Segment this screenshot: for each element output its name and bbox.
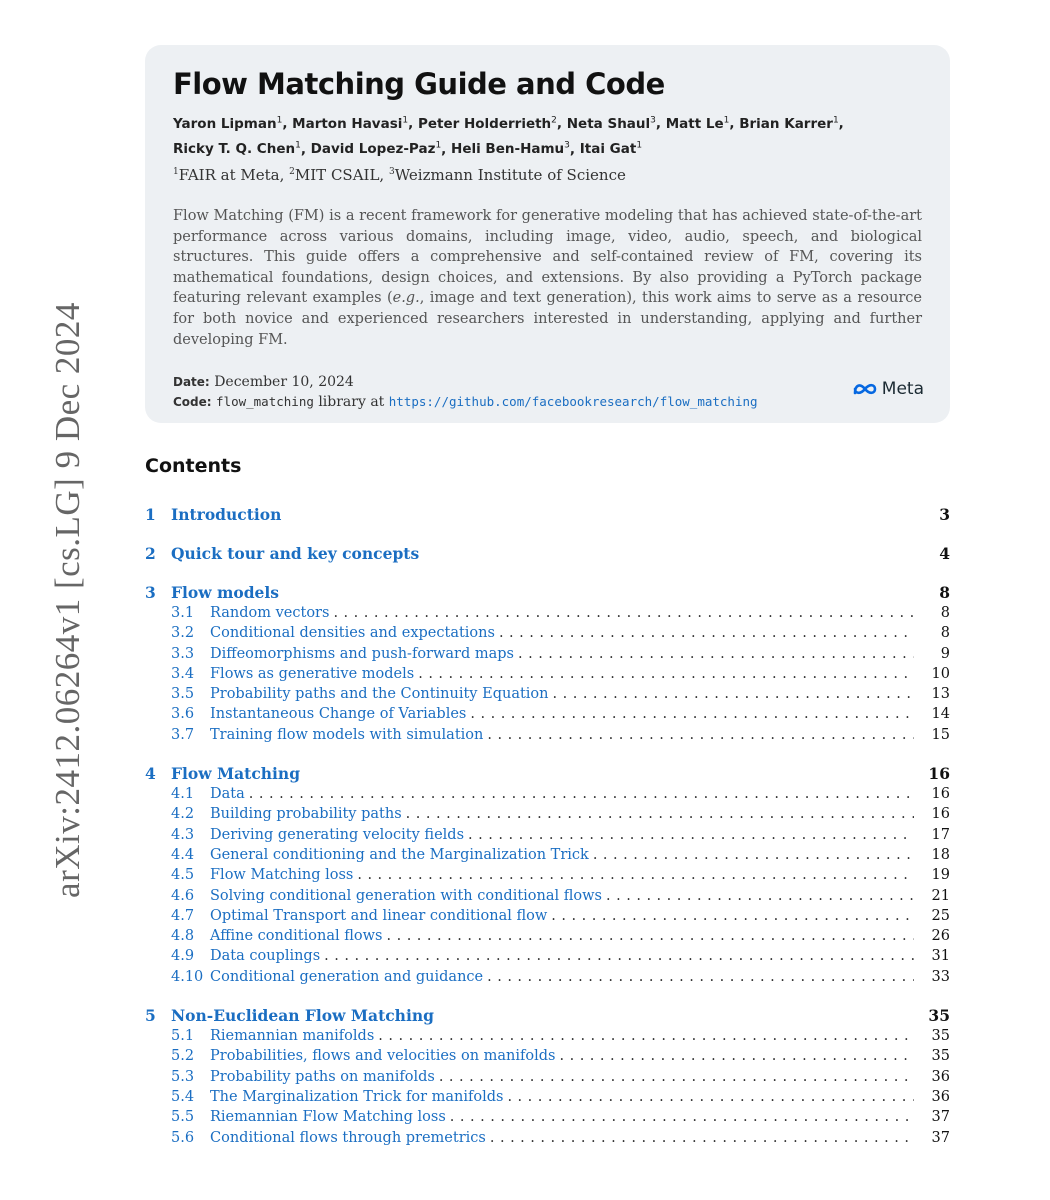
- author-affil-sup: 2: [551, 115, 557, 125]
- toc-subsection-row[interactable]: [145, 625, 950, 645]
- toc-leader-dots: [450, 1109, 914, 1125]
- toc-subsection-page: 31: [931, 948, 950, 965]
- toc-subsection-row[interactable]: [145, 888, 950, 908]
- code-mid: library at: [313, 394, 389, 411]
- toc-subsection-page: 8: [940, 605, 950, 621]
- author: [451, 141, 570, 157]
- toc-subsection-row[interactable]: [145, 847, 950, 867]
- author: [567, 116, 656, 132]
- code-label: Code:: [173, 395, 212, 410]
- toc-subsection-page: 35: [931, 1028, 950, 1045]
- toc-leader-dots: [553, 686, 915, 702]
- toc-subsection-number: 3.6: [171, 706, 195, 723]
- author-name: Neta Shaul: [566, 115, 651, 132]
- toc-subsection-row[interactable]: [145, 686, 950, 706]
- affil-name: FAIR at Meta: [178, 166, 280, 184]
- toc-section: [145, 764, 950, 989]
- toc-subsection-page: 17: [931, 826, 950, 843]
- toc-section-title[interactable]: Flow models: [171, 583, 280, 602]
- toc-subsection-number: 5.4: [171, 1088, 195, 1105]
- toc-leader-dots: [559, 1048, 914, 1064]
- toc-subsection-row[interactable]: [145, 666, 950, 686]
- toc-subsection-page: 10: [931, 665, 950, 682]
- author: [580, 141, 642, 157]
- author-affil-sup: 1: [435, 140, 442, 151]
- toc-subsection-title[interactable]: Conditional generation and guidance: [210, 968, 484, 985]
- toc-leader-dots: [468, 827, 914, 843]
- toc-section-page: 16: [928, 764, 950, 784]
- author: [311, 141, 442, 157]
- toc-subsection-row[interactable]: [145, 1069, 950, 1089]
- toc-subsection-title[interactable]: Training flow models with simulation: [210, 726, 484, 743]
- contents-heading: Contents: [145, 455, 242, 477]
- toc-subsection-row[interactable]: [145, 908, 950, 928]
- toc-subsection-title[interactable]: Flow Matching loss: [210, 867, 354, 884]
- toc-section-page: 8: [939, 583, 950, 602]
- affil-sup: 3: [388, 167, 395, 177]
- toc-subsection-title[interactable]: Affine conditional flows: [210, 928, 383, 945]
- toc-section-row[interactable]: [145, 1006, 950, 1028]
- author-name: Ricky T. Q. Chen: [173, 141, 296, 157]
- toc-leader-dots: [357, 867, 914, 883]
- toc-subsection-row[interactable]: [145, 928, 950, 948]
- toc-subsection-number: 4.8: [171, 928, 195, 945]
- toc-section-row[interactable]: [145, 764, 950, 786]
- toc-subsection-row[interactable]: [145, 806, 950, 826]
- toc-subsection-title[interactable]: Flows as generative models: [210, 665, 415, 682]
- toc-subsection-number: 3.3: [171, 645, 195, 662]
- toc-section-title[interactable]: Quick tour and key concepts: [171, 544, 420, 563]
- toc-subsection-title[interactable]: Data: [210, 786, 245, 803]
- toc-subsection-title[interactable]: Random vectors: [210, 605, 330, 621]
- toc-subsection-number: 5.6: [171, 1129, 195, 1146]
- author-name: Heli Ben-Hamu: [451, 141, 565, 157]
- toc-section-number: 5: [145, 1006, 156, 1026]
- abstract-eg: e.g.: [392, 290, 420, 307]
- toc-section: [145, 505, 950, 527]
- toc-subsection-number: 4.6: [171, 887, 195, 904]
- author-affil-sup: 1: [636, 140, 643, 151]
- toc-subsection-number: 4.2: [171, 806, 195, 823]
- toc-subsection-title[interactable]: Data couplings: [210, 948, 321, 965]
- toc-leader-dots: [386, 928, 914, 944]
- toc-leader-dots: [593, 847, 914, 863]
- toc-subsection-page: 35: [931, 1048, 950, 1065]
- toc-leader-dots: [439, 1069, 914, 1085]
- author-affil-sup: 1: [295, 140, 301, 151]
- toc-subsection-number: 5.2: [171, 1048, 195, 1065]
- abstract-text-2: , image and text generation), this work aims to serve as a resource for both novice and experienced researchers interested in understanding, applying and further developing FM.: [173, 290, 922, 348]
- date-value: December 10, 2024: [214, 374, 354, 391]
- toc-subsection-row[interactable]: [145, 1028, 950, 1048]
- toc-section-number: 1: [145, 505, 156, 524]
- toc-subsection-page: 16: [931, 786, 950, 803]
- toc-section-number: 2: [145, 544, 156, 563]
- meta-infinity-icon: [852, 381, 878, 397]
- toc-leader-dots: [507, 1089, 914, 1105]
- affil-sup: 1: [173, 167, 179, 177]
- toc-leader-dots: [499, 625, 914, 641]
- toc-subsection-row[interactable]: [145, 727, 950, 747]
- toc-subsection-row[interactable]: [145, 1130, 950, 1150]
- author-name: Marton Havasi: [292, 115, 403, 132]
- toc-leader-dots: [333, 605, 914, 621]
- toc-subsection-title[interactable]: Conditional densities and expectations: [210, 625, 495, 642]
- arxiv-watermark: [18, 300, 118, 900]
- toc-leader-dots: [487, 969, 914, 985]
- toc-subsection-row[interactable]: [145, 827, 950, 847]
- toc-subsection-row[interactable]: [145, 706, 950, 726]
- toc-subsection-page: 25: [931, 907, 950, 924]
- author-name: Brian Karrer: [739, 115, 833, 132]
- date-label: Date:: [173, 375, 210, 390]
- toc-section-page: 35: [928, 1006, 950, 1026]
- toc-section: [145, 583, 950, 747]
- toc-subsection-title[interactable]: Probability paths on manifolds: [210, 1068, 435, 1085]
- toc-subsection-page: 36: [931, 1088, 950, 1105]
- author-affil-sup: 3: [564, 140, 570, 151]
- toc-subsection-number: 4.4: [171, 846, 195, 863]
- toc-subsection-title[interactable]: Deriving generating velocity fields: [210, 826, 465, 843]
- affiliations: $^1$FAIR at Meta, $^2$MIT CSAIL, $^3$Weizmann Institute of Science: [173, 166, 626, 184]
- toc-subsection-page: 36: [931, 1068, 950, 1085]
- author-name: David Lopez-Paz: [310, 141, 436, 157]
- toc-leader-dots: [551, 908, 914, 924]
- author-affil-sup: 1: [832, 115, 839, 125]
- paper-title: Flow Matching Guide and Code: [173, 67, 665, 101]
- meta-logo: [852, 379, 924, 399]
- toc-subsection-number: 4.1: [171, 786, 195, 803]
- toc-subsection-page: 13: [931, 686, 950, 703]
- toc-subsection-page: 15: [931, 726, 950, 743]
- toc-subsection-page: 9: [940, 645, 950, 662]
- toc-subsection-page: 33: [931, 968, 950, 985]
- toc-subsection-number: 3.7: [171, 726, 195, 743]
- toc-subsection-page: 37: [931, 1129, 950, 1146]
- toc-subsection-title[interactable]: Riemannian manifolds: [210, 1028, 375, 1045]
- toc-section-number: 4: [145, 764, 156, 784]
- toc-subsection-title[interactable]: General conditioning and the Marginalization Trick: [210, 846, 589, 863]
- toc-subsection-row[interactable]: [145, 786, 950, 806]
- author-name: Itai Gat: [579, 141, 637, 157]
- code-lib: flow_matching: [216, 394, 314, 410]
- toc-subsection-title[interactable]: Conditional flows through premetrics: [210, 1129, 486, 1146]
- toc-subsection-row[interactable]: [145, 605, 950, 625]
- affil-name: MIT CSAIL: [294, 166, 380, 184]
- toc-subsection-number: 3.5: [171, 686, 195, 703]
- toc-subsection-page: 19: [931, 867, 950, 884]
- toc-section-row[interactable]: [145, 583, 950, 605]
- toc-leader-dots: [470, 706, 914, 722]
- toc-subsection-title[interactable]: Building probability paths: [210, 806, 402, 823]
- toc-section-title[interactable]: Introduction: [171, 505, 282, 524]
- toc-section-row[interactable]: [145, 544, 950, 566]
- author-name: Matt Le: [665, 115, 724, 132]
- toc-section-row[interactable]: [145, 505, 950, 527]
- toc-leader-dots: [378, 1028, 914, 1044]
- toc-leader-dots: [518, 646, 914, 662]
- toc-subsection-number: 4.10: [171, 968, 204, 985]
- toc-subsection-page: 18: [931, 846, 950, 863]
- author: [292, 116, 408, 132]
- toc-leader-dots: [324, 948, 914, 964]
- toc-subsection-title[interactable]: Riemannian Flow Matching loss: [210, 1109, 446, 1126]
- meta-block: [173, 374, 922, 410]
- toc-subsection-page: 21: [931, 887, 950, 904]
- toc-subsection-page: 8: [940, 625, 950, 642]
- toc-section-number: 3: [145, 583, 156, 602]
- toc-subsection-row[interactable]: [145, 1109, 950, 1129]
- toc-subsection-title[interactable]: Optimal Transport and linear conditional flow: [210, 907, 548, 924]
- toc-leader-dots: [249, 786, 914, 802]
- author-list: Yaron Lipman$^1$, Marton Havasi$^1$, Peter Holderrieth$^2$, Neta Shaul$^3$, Matt Le$^1$, Brian Karrer$^1$, Ricky T. Q. Chen$^1$, David Lopez-Paz$^1$, Heli Ben-Hamu$^3$, Itai Gat$^1$: [173, 115, 844, 157]
- toc-subsection-row[interactable]: [145, 1089, 950, 1109]
- arxiv-id-text: arXiv:2412.06264v1 [cs.LG] 9 Dec 2024: [48, 302, 88, 898]
- author: [666, 116, 730, 132]
- author-affil-sup: 3: [650, 115, 656, 125]
- toc-subsection-number: 3.1: [171, 605, 195, 621]
- table-of-contents: [145, 505, 950, 1167]
- toc-subsection-row[interactable]: [145, 948, 950, 968]
- meta-logo-text: Meta: [881, 379, 924, 399]
- author-name: Peter Holderrieth: [417, 115, 552, 132]
- toc-subsection-number: 4.7: [171, 907, 195, 924]
- toc-section-title[interactable]: Flow Matching: [171, 764, 301, 784]
- author-affil-sup: 1: [723, 115, 730, 125]
- toc-subsection-number: 4.5: [171, 867, 195, 884]
- toc-section-page: 4: [939, 544, 950, 563]
- toc-subsection-page: 37: [931, 1109, 950, 1126]
- author-affil-sup: 1: [402, 115, 409, 125]
- toc-subsection-title[interactable]: Probabilities, flows and velocities on manifolds: [210, 1048, 556, 1065]
- toc-leader-dots: [490, 1130, 914, 1146]
- toc-subsection-number: 3.4: [171, 665, 195, 682]
- toc-leader-dots: [406, 806, 914, 822]
- toc-section-page: 3: [939, 505, 950, 524]
- date-line: [173, 374, 922, 390]
- toc-subsection-row[interactable]: [145, 1048, 950, 1068]
- affil-sup: 2: [289, 167, 295, 177]
- author: [173, 141, 301, 157]
- author-affil-sup: 1: [276, 115, 283, 125]
- abstract-text-1: Flow Matching (FM) is a recent framework for generative modeling that has achieved state-of-the-art performance across various domains, including image, video, audio, speech, and biological structures. This guide offers a comprehensive and self-contained review of FM, covering its mathematical foundations, design choices, and extensions. By also providing a PyTorch package featuring relevant examples (: [173, 208, 922, 307]
- toc-subsection-number: 3.2: [171, 625, 195, 642]
- author: [418, 116, 557, 132]
- author: [739, 116, 838, 132]
- toc-leader-dots: [487, 727, 914, 743]
- toc-section: [145, 544, 950, 566]
- toc-section: [145, 1006, 950, 1150]
- toc-subsection-title[interactable]: Probability paths and the Continuity Equation: [210, 686, 549, 703]
- toc-subsection-number: 5.3: [171, 1068, 195, 1085]
- toc-subsection-title[interactable]: The Marginalization Trick for manifolds: [210, 1088, 504, 1105]
- toc-subsection-number: 5.1: [171, 1028, 195, 1045]
- code-line: [173, 394, 922, 410]
- toc-subsection-row[interactable]: [145, 867, 950, 887]
- toc-subsection-title[interactable]: Solving conditional generation with conditional flows: [210, 887, 603, 904]
- toc-subsection-page: 16: [931, 806, 950, 823]
- code-url-link[interactable]: https://github.com/facebookresearch/flow_matching: [388, 394, 758, 410]
- title-box: [145, 45, 950, 423]
- author-name: Yaron Lipman: [173, 115, 277, 132]
- toc-section-title[interactable]: Non-Euclidean Flow Matching: [171, 1006, 434, 1026]
- toc-subsection-page: 26: [931, 928, 950, 945]
- author: [173, 116, 282, 132]
- toc-leader-dots: [606, 888, 914, 904]
- toc-subsection-row[interactable]: [145, 969, 950, 989]
- toc-subsection-number: 4.3: [171, 826, 195, 843]
- affil-name: Weizmann Institute of Science: [394, 166, 626, 184]
- toc-subsection-row[interactable]: [145, 646, 950, 666]
- toc-subsection-page: 14: [931, 706, 950, 723]
- toc-subsection-number: 4.9: [171, 948, 195, 965]
- abstract: [173, 206, 922, 350]
- toc-subsection-title[interactable]: Diffeomorphisms and push-forward maps: [210, 645, 514, 662]
- toc-subsection-title[interactable]: Instantaneous Change of Variables: [210, 706, 467, 723]
- toc-leader-dots: [418, 666, 914, 682]
- toc-subsection-number: 5.5: [171, 1109, 195, 1126]
